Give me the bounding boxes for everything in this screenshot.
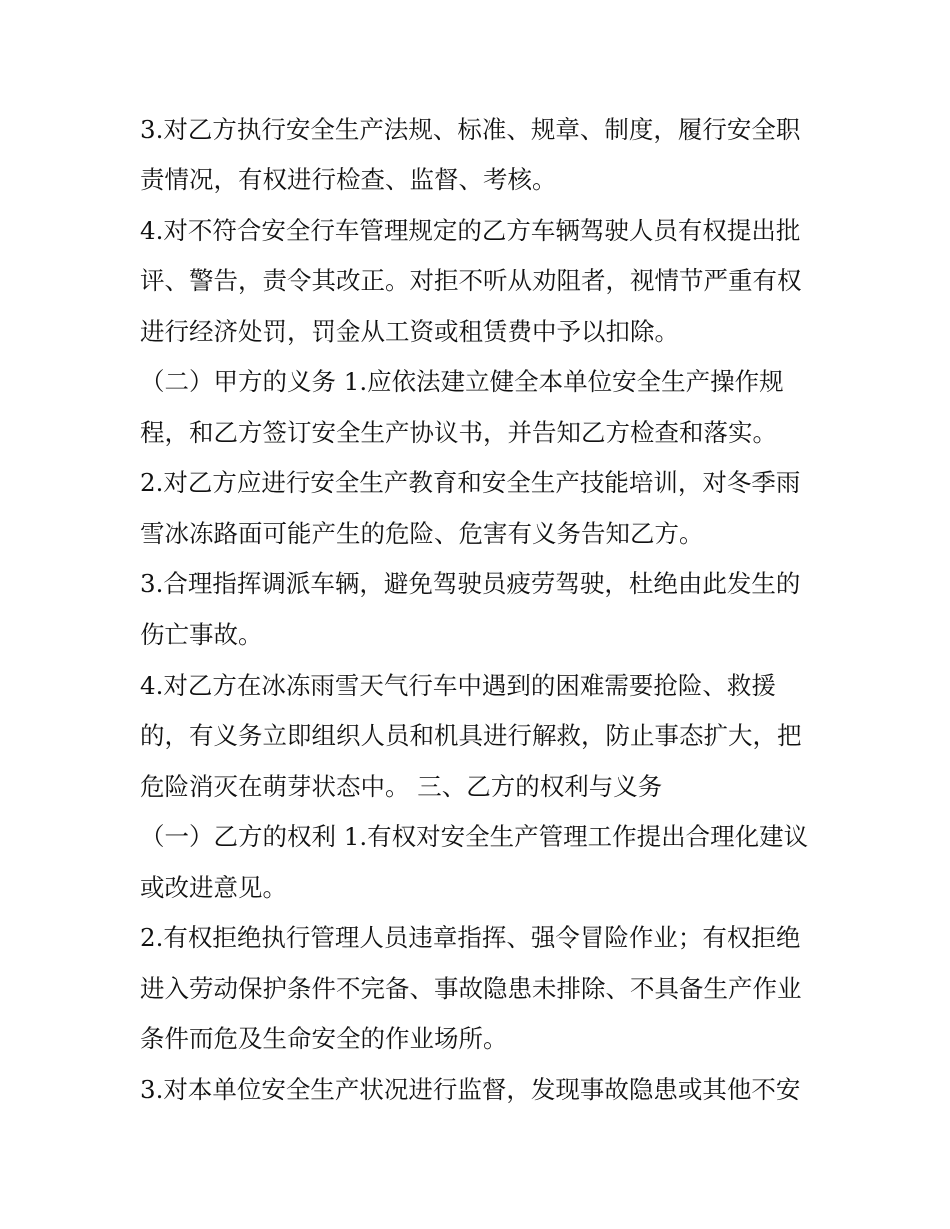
text-line: 雪冰冻路面可能产生的危险、危害有义务告知乙方。 (140, 519, 704, 548)
text-line: 的，有义务立即组织人员和机具进行解救，防止事态扩大，把 (140, 721, 802, 750)
text-line: （一）乙方的权利 1.有权对安全生产管理工作提出合理化建议 (140, 822, 809, 851)
text-line: 危险消灭在萌芽状态中。 三、乙方的权利与义务 (140, 772, 663, 801)
text-line: （二）甲方的义务 1.应依法建立健全本单位安全生产操作规 (140, 367, 784, 396)
text-line: 伤亡事故。 (140, 620, 263, 649)
text-line: 条件而危及生命安全的作业场所。 (140, 1024, 508, 1053)
text-line: 或改进意见。 (140, 873, 287, 902)
text-line: 进入劳动保护条件不完备、事故隐患未排除、不具备生产作业 (140, 974, 802, 1003)
text-line: 3.合理指挥调派车辆，避免驾驶员疲劳驾驶，杜绝由此发生的 (140, 569, 801, 598)
text-line: 4.对乙方在冰冻雨雪天气行车中遇到的困难需要抢险、救援 (140, 671, 776, 700)
text-line: 3.对乙方执行安全生产法规、标准、规章、制度，履行安全职 (140, 115, 801, 144)
text-line: 责情况，有权进行检查、监督、考核。 (140, 165, 557, 194)
text-line: 4.对不符合安全行车管理规定的乙方车辆驾驶人员有权提出批 (140, 216, 801, 245)
text-line: 进行经济处罚，罚金从工资或租赁费中予以扣除。 (140, 317, 679, 346)
text-line: 程，和乙方签订安全生产协议书，并告知乙方检查和落实。 (140, 418, 777, 447)
text-line: 2.有权拒绝执行管理人员违章指挥、强令冒险作业；有权拒绝 (140, 923, 801, 952)
text-line: 3.对本单位安全生产状况进行监督，发现事故隐患或其他不安 (140, 1075, 801, 1104)
text-line: 2.对乙方应进行安全生产教育和安全生产技能培训，对冬季雨 (140, 468, 801, 497)
text-line: 评、警告，责令其改正。对拒不听从劝阻者，视情节严重有权 (140, 266, 802, 295)
